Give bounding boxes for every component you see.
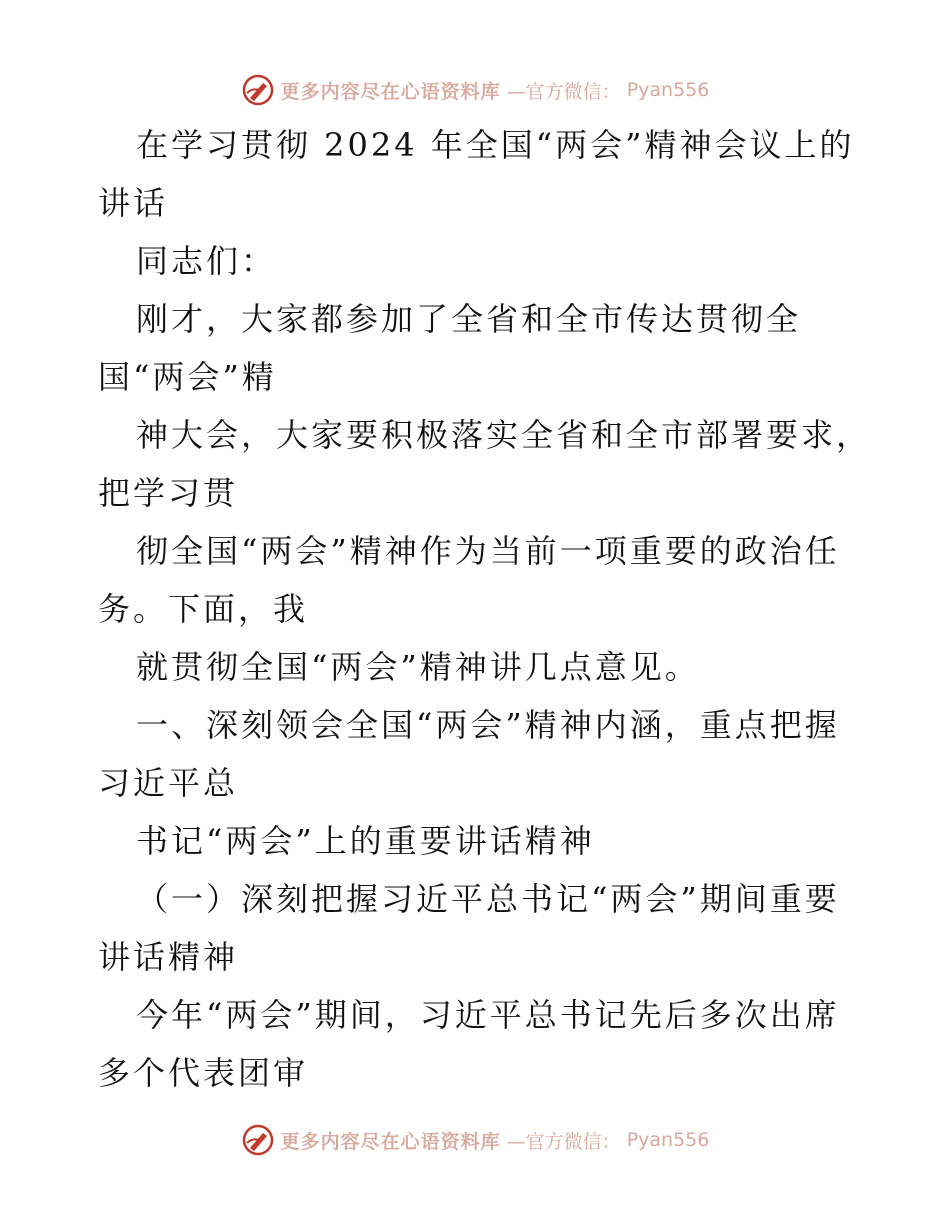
watermark-contact-text: Pyan556 [626, 1129, 710, 1151]
paragraph-line: 今年“两会”期间，习近平总书记先后多次出席 [136, 996, 840, 1034]
section-heading-line: 书记“两会”上的重要讲话精神 [136, 822, 595, 860]
paragraph-line: 多个代表团审 [98, 1054, 309, 1092]
section-heading-line: 一、深刻领会全国“两会”精神内涵，重点把握 [136, 706, 840, 744]
paragraph-line: 务。下面，我 [98, 590, 309, 628]
title-line-2: 讲话 [98, 184, 169, 222]
section-heading-line: 习近平总 [98, 764, 239, 802]
watermark-lead-text: 更多内容尽在心语资料库 [280, 80, 501, 103]
watermark-rest-text: —官方微信： [506, 1130, 621, 1153]
paragraph-line: 刚才，大家都参加了全省和全市传达贯彻全 [136, 300, 802, 338]
watermark-contact-text: Pyan556 [626, 79, 710, 101]
pen-logo-icon [241, 1123, 275, 1157]
watermark-rest-text: —官方微信： [506, 80, 621, 103]
watermark-lead-text: 更多内容尽在心语资料库 [280, 1130, 501, 1153]
paragraph-line: 彻全国“两会”精神作为当前一项重要的政治任 [136, 532, 840, 570]
watermark-footer [0, 1120, 950, 1160]
subsection-heading-line: 讲话精神 [98, 938, 239, 976]
paragraph-line: 把学习贯 [98, 474, 239, 512]
salutation: 同志们： [136, 242, 277, 280]
pen-logo-icon [241, 73, 275, 107]
paragraph-line: 国“两会”精 [98, 358, 277, 396]
subsection-heading-line: （一）深刻把握习近平总书记“两会”期间重要 [136, 880, 840, 918]
paragraph-line: 神大会，大家要积极落实全省和全市部署要求， [136, 416, 872, 454]
paragraph-line: 就贯彻全国“两会”精神讲几点意见。 [136, 648, 700, 686]
watermark-header [0, 70, 950, 110]
title-line-1: 在学习贯彻 2024 年全国“两会”精神会议上的 [136, 126, 855, 164]
document-body [98, 116, 872, 1102]
